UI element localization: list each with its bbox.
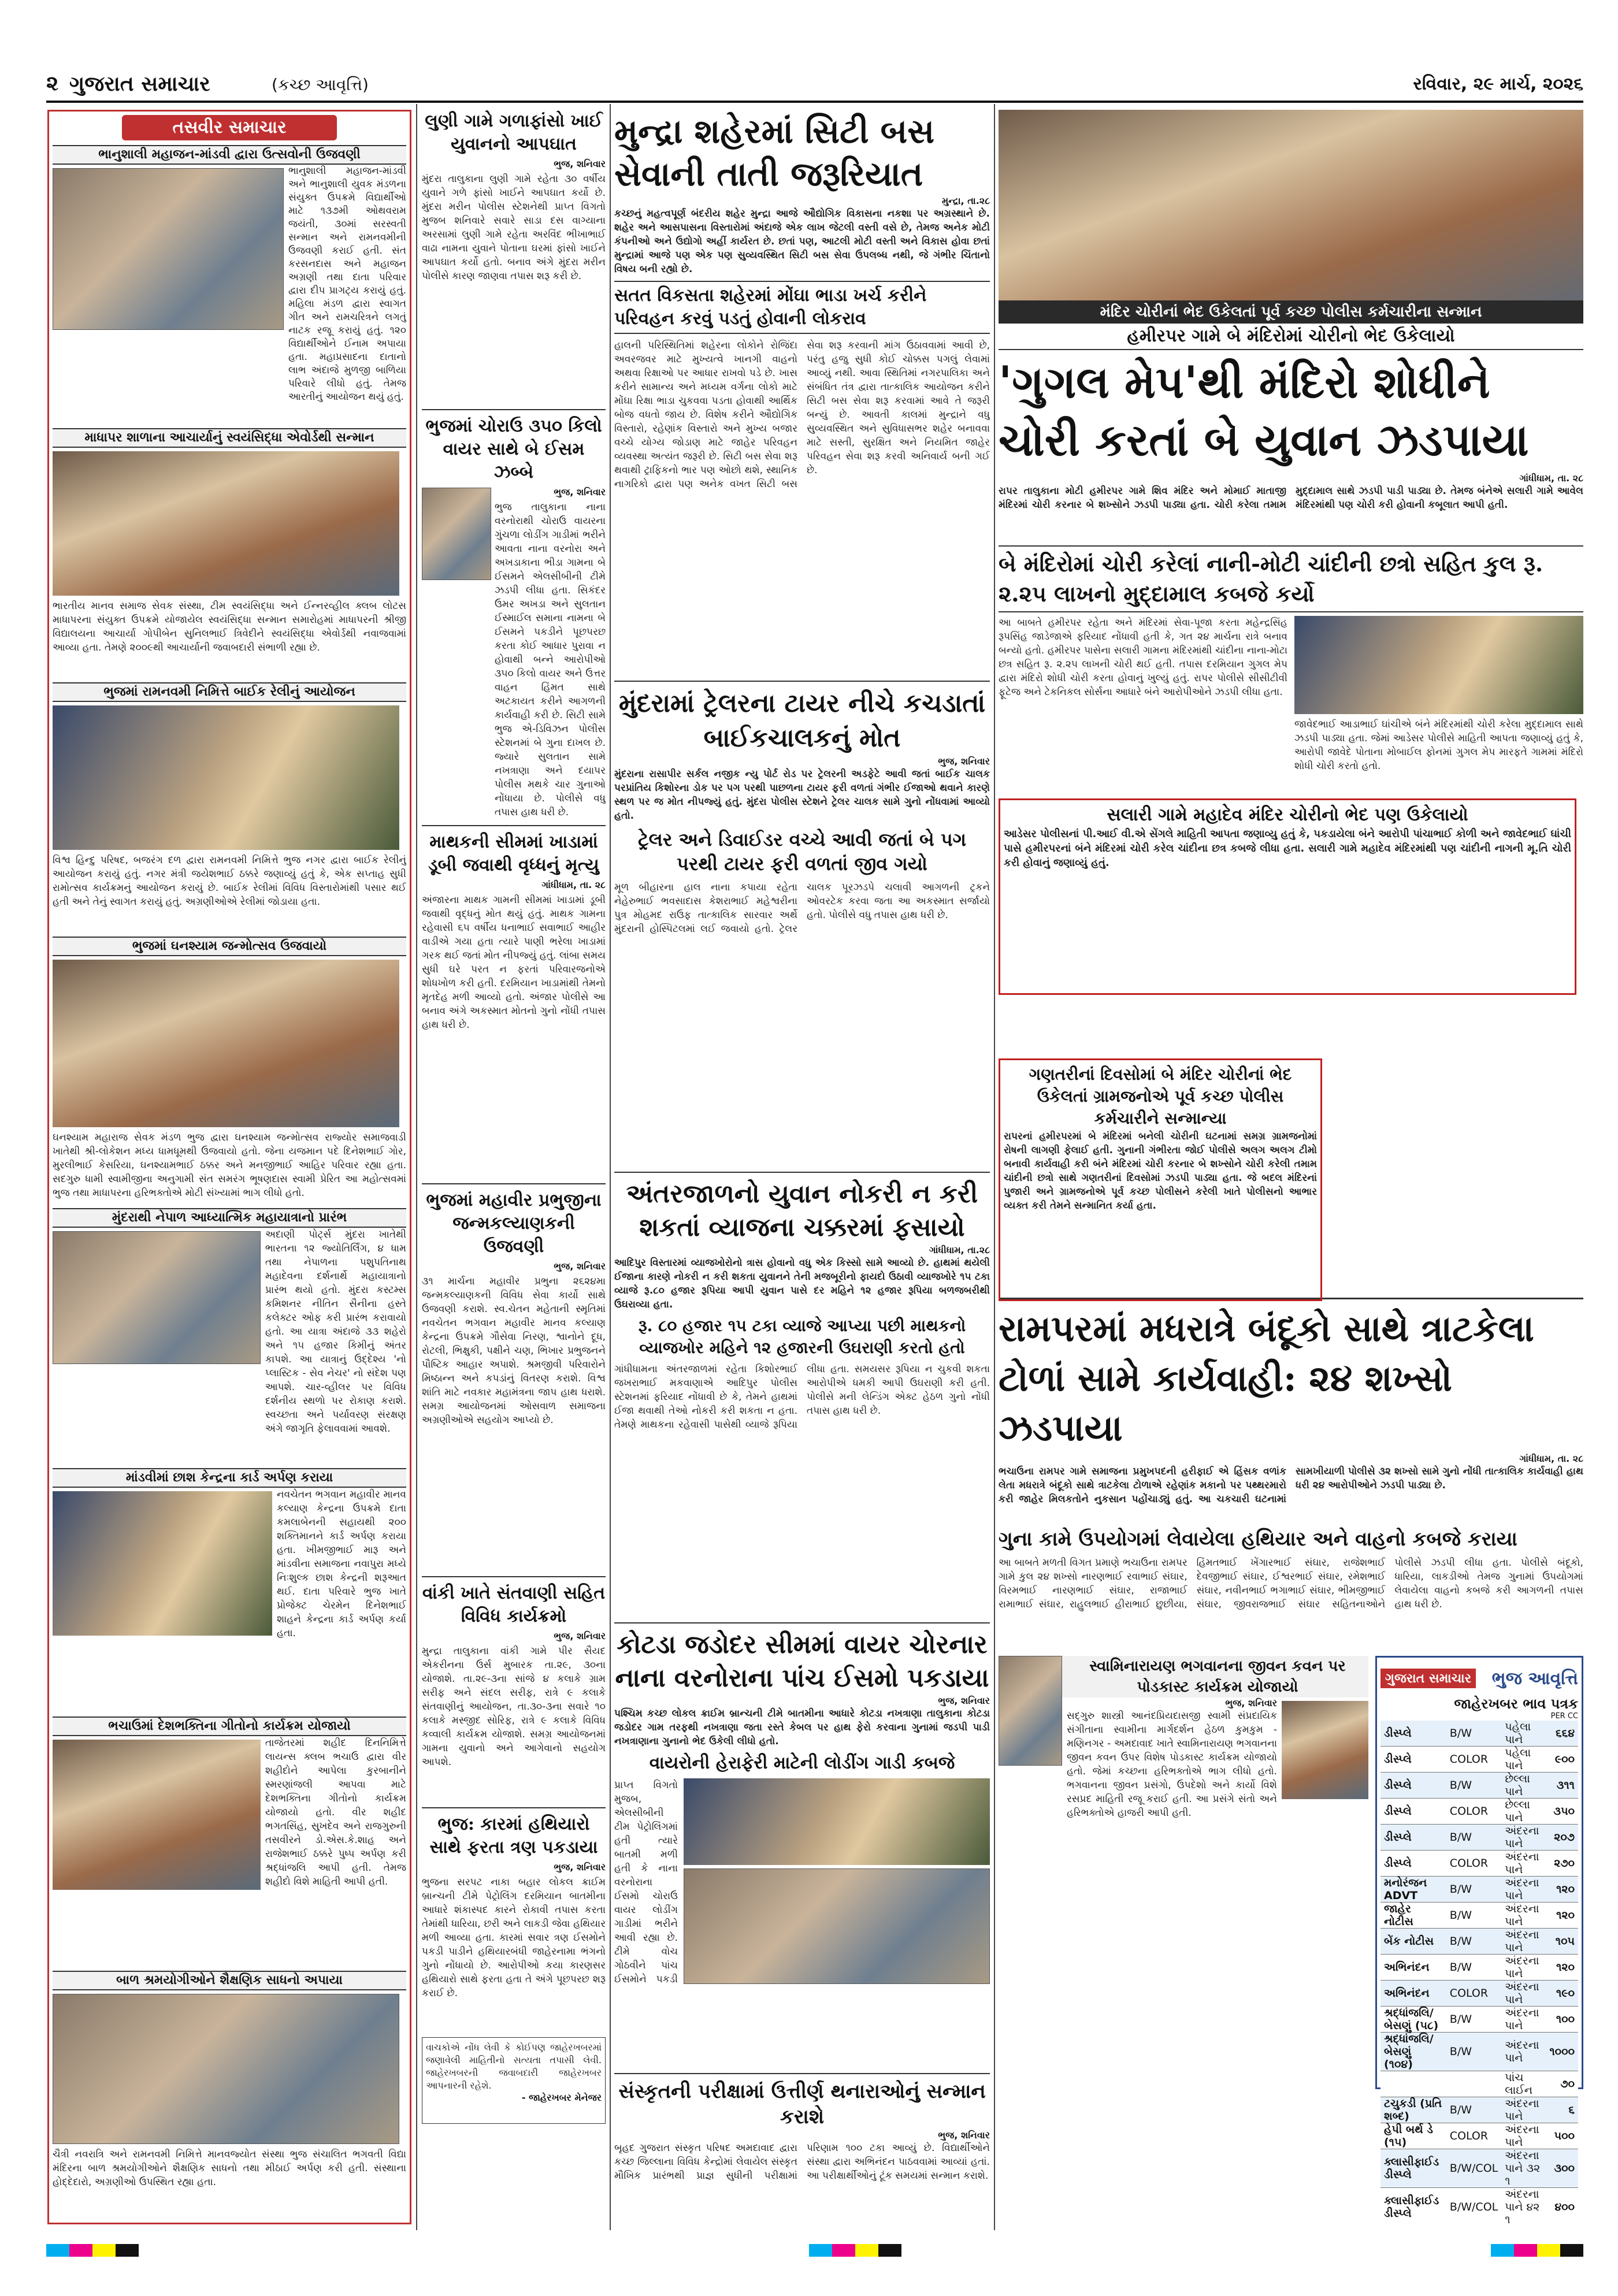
rate-card-title: જાહેરખબર ભાવ પત્રક xyxy=(1454,1696,1578,1712)
article-photo xyxy=(1282,1701,1368,1799)
rate-cell-rate: ૧૦૫ xyxy=(1546,1929,1578,1955)
rate-cell-position: અંદરના પાને xyxy=(1501,1903,1546,1929)
news-photo xyxy=(53,1231,261,1364)
article-body: સદ્ગુરુ શાસ્ત્રી આનંદપ્રિયદાસજી સ્વામી સંપ્રદાયિક સંગીતાના સ્વામીના માર્ગદર્શન હેઠળ કુમકુમ - મણિનગર - અમદાવાદ ખાતે સ્વામિનારાયણ ભગવાનના જીવન કવન ઉપર વિશેષ પોડકાસ્ટ કાર્યક્રમ યોજાયો હતો. જેમાં કચ્છના હરિભક્તોએ ભાગ લીધો હતો. ભગવાનના જીવન પ્રસંગો, ઉપદેશો અને કાર્યો વિશે રસપ્રદ માહિતી રજૂ કરાઈ હતી. આ પ્રસંગે સંતો અને હરિભક્તોએ હાજરી આપી હતી. xyxy=(1067,1710,1277,1819)
article-subhead: ટ્રેલર અને ડિવાઈડર વચ્ચે આવી જતાં બે પગ પરથી ટાયર ફરી વળતાં જીવ ગયો xyxy=(638,829,966,875)
rate-row xyxy=(1381,1929,1578,1955)
rate-cell-rate: ૯૦૦ xyxy=(1546,1747,1578,1773)
article-headline: સંસ્કૃતની પરીક્ષામાં ઉત્તીર્ણ થનારાઓનું સન્માન કરાશે xyxy=(618,2080,986,2128)
rate-cell-position: અંદરના પાને ૪૨ ૧ xyxy=(1501,2188,1546,2225)
rate-cell-position: અંદરના પાને xyxy=(1501,2007,1546,2033)
rate-row xyxy=(1381,1799,1578,1825)
rate-cell-position: અંદરના પાને xyxy=(1501,1877,1546,1903)
rate-cell-type: શ્રદ્ધાંજલિ/બેસણું (૫૮) xyxy=(1381,2007,1446,2033)
rate-cell-color: COLOR xyxy=(1446,1851,1501,1877)
news-body: અદાણી પોર્ટ્સ મુંદરા ખાતેથી ભારતના ૧૨ જ્યોતિર્લિંગ, ૪ ધામ તથા નેપાળના પશુપતિનાથ મહાદેવના દર્શનાર્થે મહાયાત્રાનો પ્રારંભ થયો હતો. મુંદરા કસ્ટમ્સ કમિશનર નીતિન સૈનીના હસ્તે કલેક્ટર ઓફ કરી પ્રારંભ કરાવાયો હતો. આ યાત્રા અંદાજે ૩૩ શહેરો અને ૧૫ હજાર કિમીનું અંતર કાપશે. આ યાત્રાનું ઉદ્દેશ્ય 'નો પ્લાસ્ટિક - સેવ નેચર' નો સંદેશ પણ આપશે. ચાર-વ્હીલર પર વિવિધ દર્શનીય સ્થળો પર રોકાણ કરાશે. સ્વચ્છતા અને પર્યાવરણ સંરક્ષણ અંગે જાગૃતિ ફેલાવવામાં આવશે. xyxy=(265,1229,406,1435)
rate-cell-type: શ્રદ્ધાંજલિ/બેસણું (૧૦૪) xyxy=(1381,2033,1446,2071)
rate-cell-position: અંદરના પાને xyxy=(1501,1955,1546,1981)
article-dateline: ભુજ, શનિવાર xyxy=(938,2130,990,2141)
rate-cell-position: અંદરના પાને xyxy=(1501,2033,1546,2071)
article-headline: 'ગુગલ મેપ'થી મંદિરો શોધીને ચોરી કરતાં બે યુવાન ઝડપાયા xyxy=(999,356,1529,466)
article-dateline: ભુજ, શનિવાર xyxy=(554,1261,606,1272)
box-headline: ગણતરીનાં દિવસોમાં બે મંદિર ચોરીનાં ભેદ ઉકેલતાં ગ્રામજનોએ પૂર્વ કચ્છ પોલીસ કર્મચારીને સન્માન્યા xyxy=(1029,1065,1292,1128)
rate-cell-color: COLOR xyxy=(1446,1747,1501,1773)
rate-cell-rate: ૧૯૦ xyxy=(1546,1981,1578,2007)
article-headline: ભુજ: કારમાં હથિયારો સાથે ફરતા ત્રણ પકડાયા xyxy=(429,1814,598,1857)
page-number: ૨ xyxy=(46,72,59,95)
article-intro: રાપર તાલુકાના મોટી હમીરપર ગામે શિવ મંદિર અને મોમાઈ માતાજી મંદિરમાં ચોરી કરનાર બે શખ્સોને ઝડપી પાડ્યા હતા. ચોરી કરેલા તમામ મુદ્દામાલ સાથે ઝડપી પાડી પાડ્યા છે. તેમજ બંનેએ સલારી ગામે આવેલ મંદિરમાંથી પણ ચોરી કરી હોવાની કબૂલાત આપી હતી. xyxy=(999,485,1583,511)
rate-cell-color: COLOR xyxy=(1446,1799,1501,1825)
article-headline: ભુજમાં ચોરાઉ ૩૫૦ કિલો વાયર સાથે બે ઈસમ ઝબ્બે xyxy=(425,416,602,482)
rate-cell-rate: ૧૨૦ xyxy=(1546,1955,1578,1981)
article-intro: ભચાઉના રામપર ગામે સમાજના પ્રમુખપદની હરીફાઈ એ હિંસક વળાંક લેતા મધરાત્રે બંદૂકો સાથે ત્રાટકેલા ટોળાએ રહેણાંક મકાનો પર પથ્થરમારો કરી જાહેર મિલકતોને નુકસાન પહોંચાડ્યું હતું. આ ચકચારી ઘટનામાં સામખીયાળી પોલીસે ૩૨ શખ્સો સામે ગુનો નોંધી તાત્કાલિક કાર્યવાહી હાથ ધરી ૨૪ આરોપીઓને ઝડપી પાડ્યા છે. xyxy=(999,1466,1583,1505)
news-column-3 xyxy=(614,110,990,2224)
rate-row xyxy=(1381,2007,1578,2033)
article-body: જાવેદભાઈ આડાભાઈ ઘાંચીએ બંને મંદિરમાંથી ચોરી કરેલા મુદ્દામાલ સાથે ઝડપી પાડ્યા હતા. જેમાં આડેસર પોલીસે માહિતી આપતા જણાવ્યું હતું કે, આરોપી જાવેદે પોતાના મોબાઈલ ફોનમાં ગુગલ મેપ મારફતે ગામમાં મંદિરો શોધી ચોરી કરતો હતો. xyxy=(1294,719,1583,772)
rate-cell-rate: ૬૬૪ xyxy=(1546,1721,1578,1747)
news-photo xyxy=(53,960,399,1127)
rate-cell-type: ડીસ્પ્લે xyxy=(1381,1773,1446,1799)
highlight-box xyxy=(999,1058,1322,1301)
article-subhead: રૂ. ૮૦ હજાર ૧૫ ટકા વ્યાજે આપ્યા પછી માથકનો વ્યાજખોર મહિને ૧૨ હજારની ઉઘરાણી કરતો હતો xyxy=(638,1316,966,1357)
article-dateline: ગાંધીધામ, તા. ૨૮ xyxy=(1519,473,1583,484)
rate-row xyxy=(1381,1903,1578,1929)
rate-cell-type: જાહેર નોટીસ xyxy=(1381,1903,1446,1929)
article-dateline: ભુજ, શનિવાર xyxy=(554,1630,606,1641)
rate-cell-position: અંદરના પાને xyxy=(1501,1825,1546,1851)
rate-cell-position: અંદરના પાને xyxy=(1501,2123,1546,2149)
rate-cell-rate: ૨૦૭ xyxy=(1546,1825,1578,1851)
lead-photo xyxy=(999,110,1583,324)
article xyxy=(614,1623,990,2074)
rate-cell-position: અંદરના પાને xyxy=(1501,1981,1546,2007)
rate-card-edition: ભુજ આવૃત્તિ xyxy=(1491,1668,1578,1689)
rate-cell-rate: ૩૧૧ xyxy=(1546,1773,1578,1799)
rate-row xyxy=(1381,1877,1578,1903)
rate-cell-type: અભિનંદન xyxy=(1381,1981,1446,2007)
notice-text: વાચકોએ નોંધ લેવી કે કોઈપણ જાહેરખબરમાં જણાવેલી માહિતીનો સત્યતા તપાસી લેવી. જાહેરખબરની જવાબદારી જાહેરખબર આપનારની રહેશે. xyxy=(426,2042,602,2091)
rate-cell-position: પાંચ લાઈન xyxy=(1501,2071,1546,2097)
rate-cell-rate: ૩૦૦ xyxy=(1546,2149,1578,2188)
article-photo xyxy=(684,1778,990,1865)
rate-card-unit: PER CC xyxy=(1550,1712,1578,1721)
rate-cell-color: B/W/COL xyxy=(1446,2188,1501,2225)
rate-row xyxy=(1381,2071,1578,2097)
article-body: બૃહદ ગુજરાત સંસ્કૃત પરિષદ અમદાવાદ દ્વારા કચ્છ જિલ્લાના વિવિધ કેન્દ્રોમાં લેવાયેલ સંસ્કૃત મૌખિક પ્રારંભથી પ્રાજ્ઞ સુધીની પરીક્ષામાં પરિણામ ૧૦૦ ટકા આવ્યું છે. વિદ્યાર્થીઓને સંસ્થા દ્વારા અભિનંદન પાઠવવામાં આવ્યાં હતાં. આ પરીક્ષાર્થીઓનું ટૂંક સમયમાં સન્માન કરાશે. xyxy=(614,2142,990,2182)
rate-cell-color: B/W xyxy=(1446,1955,1501,1981)
rate-cell-type xyxy=(1381,2071,1446,2097)
rate-cell-color: B/W xyxy=(1446,1929,1501,1955)
rate-cell-position: પહેલા પાને xyxy=(1501,1721,1546,1747)
rate-cell-color: COLOR xyxy=(1446,2123,1501,2149)
article-headline: ભુજમાં મહાવીર પ્રભુજીના જન્મકલ્યાણકની ઉજવણી xyxy=(426,1190,602,1257)
article-dateline: ભુજ, શનિવાર xyxy=(938,1695,990,1706)
article-headline: માથકની સીમમાં ખાડામાં ડૂબી જવાથી વૃધ્ધનું મૃત્યુ xyxy=(428,832,599,875)
article-intro: આદિપુર વિસ્તારમાં વ્યાજખોરોનો ત્રાસ હોવાનો વધુ એક કિસ્સો સામે આવ્યો છે. હાથમાં થયેલી ઈજાના કારણે નોકરી ન કરી શકતા યુવાનને તેની મજબૂરીનો ફાયદો ઉઠાવી વ્યાજખોરે ૧૫ ટકા વ્યાજે રૂ.૮૦ હજાર રૂપિયા આપી યુવાન પાસે દર મહિને ૧૨ હજાર રૂપિયા બળજબરીથી ઉઘરાવ્યા હતા. xyxy=(614,1257,990,1310)
rate-row xyxy=(1381,1825,1578,1851)
rate-row xyxy=(1381,1851,1578,1877)
news-body: ઘનશ્યામ મહારાજ સેવક મંડળ ભુજ દ્વારા ઘનશ્યામ જન્મોત્સવ રાજ્યોર સમાજવાડી ખાતેથી શ્રી-લોકેશન મધ્ય ધામધૂમથી ઉજવાયો હતો. જેના યજમાન પદે દિનેશભાઈ ગોર, મુરલીભાઈ કેસરિયા, ઘનશ્યામભાઈ ઠક્કર અને મનજીભાઈ આહિર પરિવાર રહ્યા હતા. સદગુરુ ધામી સ્વામીજીના અનુગામી સંત સમરંગ ભૂષણદાસ સ્વામી પ્રેરિત આ મહોત્સવમાં ભુજ તથા માધાપરના હરિભક્તોએ મોટી સંખ્યામાં ભાગ લીધો હતો. xyxy=(53,1132,406,1199)
article-photo xyxy=(422,488,491,580)
article-intro: પશ્ચિમ કચ્છ લોકલ ક્રાઈમ બ્રાન્ચની ટીમે બાતમીના આધારે કોટડા નખત્રાણા તાલુકાના કોટડા જડોદર ગામ તરફથી નખત્રાણા જતા રસ્તે કેબલ પર હાથ ફેરો કરવાના ગુનામાં જડપી પાડી નખત્રાણાના ગુનાનો ભેદ ઉકેલી લીધો હતો. xyxy=(614,1708,990,1747)
news-item xyxy=(53,1468,406,1717)
rate-cell-color: B/W xyxy=(1446,1773,1501,1799)
news-photo xyxy=(53,451,399,596)
rate-cell-type: ડીસ્પ્લે xyxy=(1381,1721,1446,1747)
rate-cell-rate: ૧૦૦૦ xyxy=(1546,2033,1578,2071)
news-body: ચૈત્રી નવરાત્રિ અને રામનવમી નિમિત્તે માનવજ્યોત સંસ્થા ભુજ સંચાલિત ભગવતી વિદ્યા મંદિરના બાળ શ્રમયોગીઓને શૈક્ષણિક સાધનો તથા મીઠાઈ અર્પણ કરી હતી. સંસ્થાના હોદ્દેદારો, અગ્રણીઓ ઉપસ્થિત રહ્યા હતા. xyxy=(53,2149,406,2188)
article xyxy=(422,1808,606,2132)
color-bar xyxy=(46,2242,1583,2259)
rate-table xyxy=(1381,1721,1578,2224)
notice-box xyxy=(422,2037,606,2124)
article-photo xyxy=(999,1656,1062,1766)
picture-news-column xyxy=(47,110,411,2224)
rate-row xyxy=(1381,2123,1578,2149)
section-header: તસવીર સમાચાર xyxy=(122,115,337,140)
rate-cell-color xyxy=(1446,2071,1501,2097)
news-title: ભુજમાં રામનવમી નિમિત્તે બાઈક રેલીનું આયોજન xyxy=(53,682,406,702)
news-title: ભચાઉમાં દેશભક્તિના ગીતોનો કાર્યક્રમ યોજાયો xyxy=(53,1717,406,1736)
rate-row xyxy=(1381,2033,1578,2071)
news-title: માંડવીમાં છાશ કેન્દ્રના કાર્ડ અર્પણ કરાયા xyxy=(53,1468,406,1488)
lead-article-2 xyxy=(999,1298,1583,1656)
news-item xyxy=(53,428,406,682)
article-body: અંજારના માથક ગામની સીમમાં ખાડામાં ડૂબી જવાથી વૃદ્ધનું મોત થયું હતું. માથક ગામના રહેવાસી ૬૫ વર્ષીય ધનાભાઈ સવાભાઈ આહીર વાડીએ ગયા હતા ત્યારે પાણી ભરેલા ખાડામાં ગરક થઈ જતાં મોત નીપજ્યું હતું. લાંબા સમય સુધી ઘરે પરત ન ફરતાં પરિવારજનોએ શોધખોળ કરી હતી. દરમિયાન ખાડામાંથી તેમનો મૃતદેહ મળી આવ્યો હતો. અંજાર પોલીસે આ બનાવ અંગે અકસ્માત મોતનો ગુનો નોંધી તપાસ હાથ ધરી છે. xyxy=(422,894,606,1031)
news-item xyxy=(53,682,406,937)
photo-group xyxy=(684,1778,990,1986)
news-photo xyxy=(53,1994,399,2144)
article-body: પ્રાપ્ત વિગતો મુજબ, એલસીબીની ટીમ પેટ્રોલિંગમાં હતી ત્યારે બાતમી મળી હતી કે નાના વરનોરાના ઈસમો ચોરાઉ વાયર લોડીંગ ગાડીમાં ભરીને આવી રહ્યા છે. ટીમે વોચ ગોઠવીને પાંચ ઈસમોને પકડી xyxy=(614,1779,678,1985)
article-body: ૩૧ માર્ચના મહાવીર પ્રભુના ૨૬૨૪મા જન્મકલ્યાણકની વિવિધ સેવા કાર્યો સાથે ઉજવણી કરાશે. સ્વ.ચેતન મહેતાની સ્મૃતિમાં નવચેતન ભગવાન મહાવીર માનવ કલ્યાણ કેન્દ્રના ઉપક્રમે ગૌસેવા નિરણ, શ્વાનોને દૂધ, રોટલી, ભિક્ષુકી, પક્ષીને ચણ, ભિખાર પ્રભુજનને પૌષ્ટિક આહાર અપાશે. શ્રમજીવી પરિવારોને મિષ્ઠાન્ન અને કપડાંનું વિતરણ કરાશે. વિશ્વ શાંતિ માટે નવકાર મહામંત્રના જાપ હાથ ધરાશે. સમગ્ર આયોજનમાં ઓસવાળ સમાજના અગ્રણીઓએ સહયોગ આપ્યો છે. xyxy=(422,1276,606,1426)
rate-row xyxy=(1381,1747,1578,1773)
masthead xyxy=(46,68,1583,103)
article xyxy=(614,1173,990,1623)
rate-cell-position: અંદરના પાને xyxy=(1501,1929,1546,1955)
article-dateline: ભુજ, શનિવાર xyxy=(554,486,606,497)
article-subhead: સતત વિકસતા શહેરમાં મોંઘા ભાડા ખર્ચ કરીને પરિવહન કરવું પડતું હોવાની લોકરાવ xyxy=(614,281,990,334)
rate-cell-position: અંદરના પાને ૩૨ ૧ xyxy=(1501,2149,1546,2188)
news-body: તાજેતરમાં શહીદ દિનનિમિત્તે લાયન્સ ક્લબ ભચાઉ દ્વારા વીર શહીદોને આપેલા કુરબાનીને સ્મરણાંજલી આપવા માટે દેશભક્તિના ગીતોનો કાર્યક્રમ યોજાયો હતો. વીર શહીદ ભગતસિંહ, સુખદેવ અને રાજગુરુની તસવીરને ડો.એસ.કે.શાહ અને રાજેશભાઈ ઠક્કરે પુષ્પ અર્પણ કરી શ્રદ્ધાંજલિ આપી હતી. તેમજ શહીદો વિશે માહિતી આપી હતી. xyxy=(265,1737,406,1888)
article-body: મુન્દ્રા તાલુકાના વાંકી ગામે પીર સૈયદ એકરીનના ઉર્સ મુબારક તા.૨૯, ૩૦ના યોજાશે. તા.૨૯-૩ના સાંજે ૪ કલાકે ગ્રામ સરીફ અને સંદલ સરીફ, રાત્રે ૯ કલાકે સંતવાણીનું આયોજન, તા.૩૦-૩ના સવારે ૧૦ કલાકે મસ્જીદ સોરિફ, રાત્રે ૯ કલાકે વિવિધ કવ્વાલી કાર્યક્રમ યોજાશે. સમગ્ર આયોજનમાં ગામના યુવાનો અને આગેવાનો સહયોગ આપશે. xyxy=(422,1645,606,1768)
ad-rate-card xyxy=(1375,1656,1583,2224)
rate-cell-rate: ૨૭૦ xyxy=(1546,1851,1578,1877)
highlight-box xyxy=(999,798,1576,995)
paper-name: ગુજરાત સમાચાર xyxy=(69,72,210,96)
rate-cell-type: હેપી બર્થ ડે (૧૫) xyxy=(1381,2123,1446,2149)
box-headline: સલારી ગામે મહાદેવ મંદિર ચોરીનો ભેદ પણ ઉકેલાયો xyxy=(1107,805,1468,825)
article-dateline: ભુજ, શનિવાર xyxy=(938,756,990,767)
article-dateline: ભુજ, શનિવાર xyxy=(1225,1697,1277,1708)
column-rule xyxy=(416,104,417,2230)
rate-row xyxy=(1381,1981,1578,2007)
column-rule xyxy=(610,104,611,2230)
rate-cell-rate: ૩૫૦ xyxy=(1546,1799,1578,1825)
rate-cell-color: B/W xyxy=(1446,1877,1501,1903)
rate-cell-color: B/W xyxy=(1446,2097,1501,2123)
rate-cell-position: પહેલા પાને xyxy=(1501,1747,1546,1773)
rate-cell-type: ડીસ્પ્લે xyxy=(1381,1799,1446,1825)
article-body: આ બાબતે હમીરપર રહેતા અને મંદિરમાં સેવા-પૂજા કરતા મહેન્દ્રસિંહ રૂપસિંહ જાડેજાએ ફરિયાદ નોંધાવી હતી કે, ગત ૨૪ માર્ચના રાત્રે બનાવ બન્યો હતો. હમીરપર પાસેના સલારી ગામના મંદિરમાંથી ચાંદીના નાના-મોટા છત્ર સહિત રૂ. ૨.૨૫ લાખની ચોરી થઈ હતી. તપાસ દરમિયાન ગુગલ મેપ દ્વારા મંદિરો શોધી ચોરી કરતા હોવાનું ખુલ્યું હતું. રાપર પોલીસે સીસીટીવી ફૂટેજ અને ટેકનિકલ સોર્સના આધારે બંને આરોપીઓને ઝડપી લીધા હતા. xyxy=(999,617,1287,698)
article-body: હાલની પરિસ્થિતિમાં શહેરના લોકોને રોજિંદા અવરજવર માટે મુખ્યત્વે ખાનગી વાહનો અથવા રિક્ષાઓ પર આધાર રાખવો પડે છે. ખાસ કરીને સામાન્ય અને મધ્યમ વર્ગના લોકો માટે મોંઘા રિક્ષા ભાડા ચુકવવા પડતા હોવાથી આર્થિક બોજ વધતો જાય છે. વિશેષ કરીને ઔદ્યોગિક વિસ્તારો, રહેણાંક વિસ્તારો અને મુખ્ય બજાર વચ્ચે યોગ્ય જોડાણ માટે જાહેર પરિવહન વ્યવસ્થા અત્યંત જરૂરી છે. સિટી બસ સેવા શરૂ થવાથી ટ્રાફિકનો ભાર પણ ઓછો થશે, સ્થાનિક નાગરિકો દ્વારા પણ અનેક વખત સિટી બસ સેવા શરૂ કરવાની માંગ ઉઠાવવામાં આવી છે, પરંતુ હજુ સુધી કોઈ ચોક્કસ પગલું લેવામાં આવ્યું નથી. આવા સ્થિતિમાં નગરપાલિકા અને સંબંધિત તંત્ર દ્વારા તાત્કાલિક આયોજન કરીને સિટી બસ સેવા શરૂ કરવામાં આવે તે જરૂરી બન્યું છે. આવતી કાલમાં મુન્દ્રાને વધુ સુવ્યવસ્થિત અને સુવિધાસભર શહેર બનાવવા માટે સસ્તી, સુરક્ષિત અને નિયમિત જાહેર પરિવહન સેવા શરૂ કરવી અનિવાર્ય બની ગઈ છે. xyxy=(614,340,990,490)
rate-cell-type: ક્લાસીફાઈડ ડીસ્પ્લે xyxy=(1381,2188,1446,2225)
rate-cell-rate: ૧૨૦ xyxy=(1546,1877,1578,1903)
article-dateline: ભુજ, શનિવાર xyxy=(554,158,606,169)
news-body: વિશ્વ હિન્દુ પરિષદ, બજરંગ દળ દ્વારા રામનવમી નિમિત્તે ભુજ નગર દ્વારા બાઈક રેલીનું આયોજન કરાયું હતું. નગર મંત્રી જયેશભાઈ ઠક્કરે જણાવ્યું હતું કે, એક સપ્તાહ સુધી રામોત્સવ કાર્યક્રમનું આયોજન કરાયું છે. બાઈક રેલીમાં વિવિધ વિસ્તારોમાંથી પસાર થઈ હતી અને તેનું સ્વાગત કરાયું હતું. અગ્રણીઓએ રેલીમાં જોડાયા હતા. xyxy=(53,855,406,908)
news-title: મુંદરાથી નેપાળ આધ્યાત્મિક મહાયાત્રાનો પ્રારંભ xyxy=(53,1208,406,1228)
rate-row xyxy=(1381,1773,1578,1799)
rate-cell-color: B/W xyxy=(1446,1903,1501,1929)
rate-cell-rate: ૭૦ xyxy=(1546,2071,1578,2097)
photo-caption: મંદિર ચોરીનાં ભેદ ઉકેલતાં પૂર્વ કચ્છ પોલીસ કર્મચારીના સન્માન xyxy=(999,300,1583,324)
news-column-2 xyxy=(422,110,606,2224)
article xyxy=(614,2074,990,2219)
rate-cell-type: ટચુકડી (પ્રતિ શબ્દ) xyxy=(1381,2097,1446,2123)
rate-cell-position: છેલ્લા પાને xyxy=(1501,1773,1546,1799)
article-body: ગાંધીધામના અંતરજાળમાં રહેતા કિશોરભાઈ જખરાભાઈ મકવાણાએ આદિપુર પોલીસ સ્ટેશનમાં ફરિયાદ નોંધાવી છે કે, તેમને હાથમાં ઈજા થવાથી તેઓ નોકરી કરી શકતા ન હતા. તેમણે માથકના રહેવાસી પાસેથી વ્યાજે રૂપિયા લીધા હતા. સમયસર રૂપિયા ન ચુકવી શકતા આરોપીએ ધમકી આપી ઉઘરાણી કરી હતી. પોલીસે મની લેન્ડિંગ એક્ટ હેઠળ ગુનો નોંધી તપાસ હાથ ધરી છે. xyxy=(614,1364,990,1431)
article-body: ભુજના સરપટ નાકા બહાર લોકલ ક્રાઈમ બ્રાન્ચની ટીમે પેટ્રોલિંગ દરમિયાન બાતમીના આધારે શંકાસ્પદ કારને રોકાવી તપાસ કરતા તેમાંથી ધારિયા, છરી અને લાકડી જેવા હથિયાર મળી આવ્યા હતા. કારમાં સવાર ત્રણ ઈસમોને પકડી પાડીને હથિયારબંધી જાહેરનામા ભંગનો ગુનો નોંધાયો છે. આરોપીઓ કયા કારણસર હથિયારો સાથે ફરતા હતા તે અંગે પૂછપરછ શરૂ કરાઈ છે. xyxy=(422,1877,606,1999)
rate-cell-type: અભિનંદન xyxy=(1381,1955,1446,1981)
article xyxy=(614,682,990,1173)
article xyxy=(422,826,606,1184)
article-body: ભુજ તાલુકાના નાના વરનોરાથી ચોરાઉ વાયરના ગુંચળા લોડીંગ ગાડીમાં ભરીને આવતા નાના વરનોરા અને અખડાકાના ભીડા ગામના બે ઈસમને એલસીબીની ટીમે ઝડપી લીધા હતા. સિકંદર ઉમર અખડા અને સુલતાન ઈસ્માઈલ સમાના નામના બે ઈસમને પકડીને પૂછપરછ કરતા કોઈ આધાર પુરાવા ન હોવાથી બન્ને આરોપીઓ ૩૫૦ કિલો વાયર અને ઉત્તર વાહન હિંમત સાથે અટકાયત કરીને આગળની કાર્યવાહી કરી છે. સિટી સામે ભુજ એ-ડિવિઝન પોલીસ સ્ટેશનમાં બે ગુના દાખલ છે. જ્યારે સુલતાન સામે નખત્રાણા અને દયાપર પોલીસ મથકે ચાર ગુનાઓ નોંધાયા છે. પોલીસે વધુ તપાસ હાથ ધરી છે. xyxy=(495,501,606,818)
article xyxy=(422,410,606,826)
news-photo xyxy=(53,1740,261,1890)
news-item xyxy=(53,937,406,1208)
article-headline: અંતરજાળનો યુવાન નોકરી ન કરી શકતાં વ્યાજના ચક્કરમાં ફસાયો xyxy=(626,1179,978,1242)
rate-row xyxy=(1381,1721,1578,1747)
news-item xyxy=(53,145,406,428)
rate-cell-color: B/W xyxy=(1446,1721,1501,1747)
lead-article xyxy=(614,110,990,682)
article-headline: મુંદરામાં ટ્રેલરના ટાયર નીચે કચડાતાં બાઈકચાલકનું મોત xyxy=(618,689,986,753)
news-item xyxy=(53,1717,406,1971)
rate-cell-position: છેલ્લા પાને xyxy=(1501,1799,1546,1825)
rate-card-brand: ગુજરાત સમાચાર xyxy=(1381,1669,1476,1688)
rate-cell-color: COLOR xyxy=(1446,1981,1501,2007)
article xyxy=(422,110,606,410)
article-intro: મુંદરાના રાસાપીર સર્કલ નજીક ન્યુ પોર્ટ રોડ પર ટ્રેલરની અડફેટે આવી જતાં બાઈક ચાલક પરપ્રાંતિય કિશોરના ડોક પર પગ પરથી પાછળના ટાયર ફરી વળતાં ગંભીર ઈજાઓ થવાને કારણે સ્થળ પર જ મોત નીપજ્યું હતું. મુંદરા પોલીસ સ્ટેશને ટ્રેલર ચાલક સામે ગુનો નોંધવામાં આવ્યો હતો. xyxy=(614,768,990,822)
article xyxy=(422,1184,606,1577)
article-content xyxy=(614,1778,990,1986)
article-headline: કોટડા જડોદર સીમમાં વાયર ચોરનાર નાના વરનોરાના પાંચ ઈસમો પકડાયા xyxy=(615,1630,989,1693)
article-body: આ બાબતે મળતી વિગત પ્રમાણે ભચાઉના રામપર ગામે કુલ ૨૪ શખ્સો નારણભાઈ રવાભાઈ સંઘાર, વિરમભાઈ નારણભાઈ સંઘાર, રાજાભાઈ રામાભાઈ સંઘાર, રાહુલભાઈ હીરાભાઈ છુછીયા, હિંમતભાઈ ખેંગારભાઈ સંઘાર, રાજેશભાઈ દેવજીભાઈ સંઘાર, ઈશ્વરભાઈ સંઘાર, રમેશભાઈ સંઘાર, નવીનભાઈ ભગાભાઈ સંઘાર, ભીમજીભાઈ સંઘાર, જીવરાજભાઈ સંઘાર સહિતનાઓને પોલીસે ઝડપી લીધા હતા. પોલીસે બંદૂકો, ધારિયા, લાકડીઓ તેમજ ગુનામાં ઉપયોગમાં લેવાયેલા વાહનો કબજે કરી આગળની તપાસ હાથ ધરી છે. xyxy=(999,1557,1583,1610)
news-photo xyxy=(53,705,399,850)
rate-cell-type: બેંક નોટીસ xyxy=(1381,1929,1446,1955)
article-dateline: ગાંધીધામ, તા.૨૮ xyxy=(929,1244,990,1255)
article-subhead: ગુના કામે ઉપયોગમાં લેવાયેલા હથિયાર અને વાહનો કબજે કરાયા xyxy=(999,1528,1517,1551)
rate-cell-color: B/W xyxy=(1446,2033,1501,2071)
rate-cell-type: મનોરંજન ADVT xyxy=(1381,1877,1446,1903)
rate-cell-rate: ૬ xyxy=(1546,2097,1578,2123)
news-item xyxy=(53,1971,406,2213)
bottom-right-row xyxy=(999,1656,1583,2224)
rate-cell-rate: ૧૨૦ xyxy=(1546,1903,1578,1929)
right-section xyxy=(999,110,1583,2224)
article-photo xyxy=(1294,616,1583,714)
rate-row xyxy=(1381,2149,1578,2188)
notice-sign: - જાહેરખબર મેનેજર xyxy=(521,2092,602,2103)
rate-row xyxy=(1381,1955,1578,1981)
column-rule xyxy=(994,104,995,2230)
article-subhead: વાયરોની હેરાફેરી માટેની લોડીંગ ગાડી કબજે xyxy=(649,1753,955,1773)
news-body: ભાનુશાલી મહાજન-માંડવી અને ભાનુશાલી યુવક મંડળના સંયુક્ત ઉપક્રમે વિદ્યાર્થીઓ માટે ૧૩૭મી ઓથવરામ જયંતી, ૩૦માં સરસ્વતી સન્માન અને રામનવમીની ઉજવણી કરાઈ હતી. સંત કરસનદાસ અને મહાજન અગ્રણી તથા દાતા પરિવાર દ્વારા દીપ પ્રાગટ્ય કરાયું હતું. મહિલા મંડળ દ્વારા સ્વાગત ગીત અને રામચરિત્રને લગતું નાટક રજૂ કરાયું હતું. ૧૨૦ વિદ્યાર્થીઓને ઈનામ અપાયા હતા. મહાપ્રસાદના દાતાનો લાભ અંદાજે મુળજી બાળિયા પરિવારે લીધો હતું. તેમજ આરતીનું આયોજન થયું હતું. xyxy=(288,165,406,403)
news-item xyxy=(53,1208,406,1468)
article-headline: વાંકી ખાતે સંતવાણી સહિત વિવિધ કાર્યક્રમો xyxy=(422,1583,606,1626)
news-title: બાળ શ્રમયોગીઓને શૈક્ષણિક સાધનો અપાયા xyxy=(53,1971,406,1990)
news-body: ભારતીય માનવ સમાજ સેવક સંસ્થા, ટીમ સ્વયંસિદ્ધા અને ઈન્નરવ્હીલ ક્લબ લોટસ માધાપરના સંયુક્ત ઉપક્રમે યોજાયેલ સ્વયંસિદ્ધા સન્માન સમારોહમાં માધાપરની શ્રીજી વિદ્યાલયના આચાર્યા ગોપીબેન સુનિલભાઈ ત્રિવેદીને સ્વયંસિદ્ધા એવોર્ડથી નવાજવામાં આવ્યા હતા. તેમણે ૨૦૦૯થી આચાર્યાની જવાબદારી સંભાળી રહ્યા છે. xyxy=(53,600,406,653)
article-dateline: મુન્દ્રા, તા.૨૮ xyxy=(941,195,990,206)
rate-row xyxy=(1381,2097,1578,2123)
article-columns xyxy=(999,616,1583,1298)
news-title: માધાપર શાળાના આચાર્યાનું સ્વયંસિદ્ધા એવોર્ડથી સન્માન xyxy=(53,428,406,448)
news-title: ભુજમાં ઘનશ્યામ જન્મોત્સવ ઉજવાયો xyxy=(53,937,406,956)
article-body: મૂળ બીહારના હાલ નાના કપાયા રહેતા નેહેરુભાઈ ભવસાદાસ કેશરાભાઈ મહેશ્વરીના પુત્ર મોહમદ રાઉફ તાત્કાલિક સારવાર અર્થે મુંદરાની હોસ્પિટલમાં લઈ જવાયો હતો. ટ્રેલર ચાલક પૂરઝડપે ચલાવી આગળની ટ્રકને ઓવરટેક કરવા જતા આ અકસ્માત સર્જાયો હતો. પોલીસે વધુ તપાસ હાથ ધરી છે. xyxy=(614,882,990,935)
news-title: ભાનુશાલી મહાજન-માંડવી દ્વારા ઉત્સવોની ઉજવણી xyxy=(53,145,406,165)
article xyxy=(999,1656,1368,2089)
article-dateline: ગાંધીધામ, તા. ૨૮ xyxy=(541,879,606,890)
box-body: રાપરનાં હમીરપરમાં બે મંદિરમાં બનેલી ચોરીની ઘટનામાં સમગ્ર ગ્રામજનોમાં રોષની લાગણી ફેલાઈ હતી. ગુનાની ગંભીરતા જોઈ પોલીસે અલગ અલગ ટીમો બનાવી કાર્યવાહી કરી બંને મંદિરમાં ચોરી કરનાર બે શખ્સોને ચોરી કરેલી તમામ ચાંદીની છત્રો સાથે ગણતરીનાં દિવસોમાં ઝડપી પાડ્યા હતા. જે બદલ મંદિરનાં પુજારી અને ગ્રામજનોએ પૂર્વ કચ્છ પોલીસને કરેલી ખાતે પોલીસનો આભાર વ્યક્ત કરી તેમને સન્માનિત કર્યા હતા. xyxy=(1004,1131,1317,1212)
rate-cell-color: B/W/COL xyxy=(1446,2149,1501,2188)
news-photo xyxy=(53,1491,272,1636)
rate-cell-position: અંદરના પાને xyxy=(1501,1851,1546,1877)
rate-cell-rate: ૫૦૦ xyxy=(1546,2123,1578,2149)
article-headline: મુન્દ્રા શહેરમાં સિટી બસ સેવાની તાતી જરૂરિયાત xyxy=(614,112,935,194)
news-photo xyxy=(53,168,284,330)
rate-cell-rate: ૧૦૦ xyxy=(1546,2007,1578,2033)
article-kicker: હમીરપર ગામે બે મંદિરોમાં ચોરીનો ભેદ ઉકેલાયો xyxy=(999,324,1583,350)
rate-cell-color: B/W xyxy=(1446,1825,1501,1851)
rate-card-header xyxy=(1381,1661,1578,1696)
article-headline: રામપરમાં મધરાત્રે બંદૂકો સાથે ત્રાટકેલા ટોળાં સામે કાર્યવાહી: ૨૪ શખ્સો ઝડપાયા xyxy=(999,1307,1534,1449)
article-dateline: ભુજ, શનિવાર xyxy=(554,1862,606,1873)
rate-cell-position: અંદરના પાને xyxy=(1501,2097,1546,2123)
article-photo xyxy=(684,1868,990,1984)
rate-cell-type: ડીસ્પ્લે xyxy=(1381,1825,1446,1851)
rate-cell-color: B/W xyxy=(1446,2007,1501,2033)
rate-cell-rate: ૪૦૦ xyxy=(1546,2188,1578,2225)
article-subhead: બે મંદિરોમાં ચોરી કરેલાં નાની-મોટી ચાંદીની છત્રો સહિત કુલ રૂ. ૨.૨૫ લાખનો મુદ્દામાલ કબજે કર્યો xyxy=(999,545,1583,612)
article xyxy=(422,1577,606,1808)
issue-date: રવિવાર, ૨૯ માર્ચ, ૨૦૨૬ xyxy=(1413,74,1583,94)
article-dateline: ગાંધીધામ, તા. ૨૮ xyxy=(1519,1453,1583,1464)
article-body: મુંદરા તાલુકાના લુણી ગામે રહેતા ૩૦ વર્ષીય યુવાને ગળે ફાંસો ખાઈને આપઘાત કર્યો છે. મુંદરા મરીન પોલીસ સ્ટેશનેથી પ્રાપ્ત વિગતો મુજબ શનિવારે સવારે સાડા દસ વાગ્યાના અરસામાં લુણી ગામે રહેતા અરવિંદ ભીખાભાઈ વાઢા નામના યુવાને પોતાના ઘરમાં ફાંસો ખાઈને આપઘાત કર્યો હતો. બનાવ અંગે મુંદરા મરીન પોલીસે કારણ જાણવા તપાસ શરૂ કરી છે. xyxy=(422,173,606,282)
article-headline: લુણી ગામે ગળાફાંસો ખાઈ યુવાનનો આપઘાત xyxy=(425,111,603,154)
rate-cell-type: ક્લાસીફાઈડ ડીસ્પ્લે xyxy=(1381,2149,1446,2188)
rate-row xyxy=(1381,2188,1578,2225)
news-body: નવચેતન ભગવાન મહાવીર માનવ કલ્યાણ કેન્દ્રના ઉપક્રમે દાતા કમલાબેનની સહાયથી ૨૦૦ શક્તિમાનને કાર્ડ અર્પણ કરાયા હતા. ખીમજીભાઈ મારૂ અને માંડવીના સમાજના નવાપુરા મધ્યે નિઃશુલ્ક છાશ કેન્દ્રની શરૂઆત થઈ. દાતા પરિવારે ભુજ ખાતે પ્રોજેક્ટ ચેરમેન દિનેશભાઈ શાહને કેન્દ્રના કાર્ડ અર્પણ કર્યા હતા. xyxy=(277,1489,406,1639)
rate-cell-type: ડીસ્પ્લે xyxy=(1381,1747,1446,1773)
article-intro: કચ્છનું મહત્વપૂર્ણ બંદરીય શહેર મુન્દ્રા આજે ઔદ્યોગિક વિકાસના નકશા પર અગ્રસ્થાને છે. શહેર અને આસપાસના વિસ્તારોમાં અંદાજે એક લાખ જેટલી વસ્તી વસે છે, તેમજ અનેક મોટી કંપનીઓ અને ઉદ્યોગો અહીં કાર્યરત છે. છતાં પણ, આટલી મોટી વસ્તી અને વિકાસ હોવા છતાં મુન્દ્રામાં આજે પણ એક પણ સુવ્યવસ્થિત સિટી બસ સેવા ઉપલબ્ધ નથી, જે ગંભીર ચિંતાનો વિષય બની રહ્યો છે. xyxy=(614,208,990,275)
box-body: આડેસર પોલીસનાં પી.આઈ વી.એ સેંગલે માહિતી આપતા જણાવ્યુ હતું કે, પકડાયેલા બંને આરોપી પાંચાભાઈ કોળી અને જાવેદભાઈ ઘાંચી પાસે હમીરપરનાં બંને મંદિરમાં ચોરી કરેલ ચાંદીના છત્ર કબજે લીધા હતા. સલારી ગામે મહાદેવ મંદિરમાંથી પણ ચાંદીની નાગની મૂ.તિ ચોરી કરી હોવાનું જણાવ્યું હતું. xyxy=(1004,828,1571,869)
rate-cell-type: ડીસ્પ્લે xyxy=(1381,1851,1446,1877)
article-headline: સ્વામિનારાયણ ભગવાનના જીવન કવન પર પોડકાસ્ટ કાર્યક્રમ યોજાયો xyxy=(999,1656,1368,1697)
edition-label: (કચ્છ આવૃત્તિ) xyxy=(272,75,369,94)
